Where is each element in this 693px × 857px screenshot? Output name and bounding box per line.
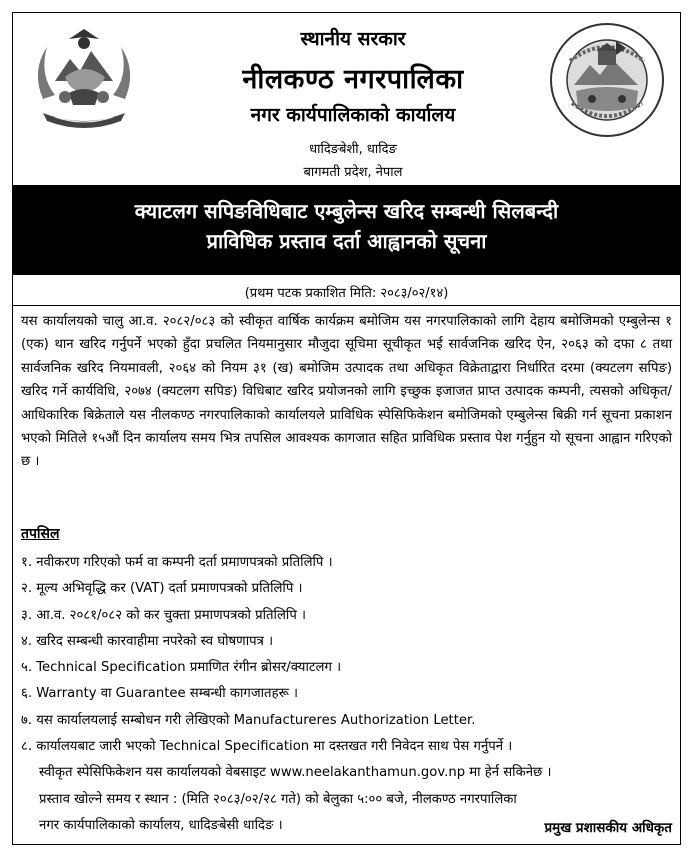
list-item: ८. कार्यालयबाट जारी भएको Technical Specification मा दस्तखत गरी निवेदन साथ पेस गर्नुपर्ने । — [21, 739, 513, 755]
list-item: ७. यस कार्यालयलाई सम्बोधन गरी लेखिएको Manufactureres Authorization Letter. — [21, 712, 476, 728]
notice-body-paragraph: यस कार्यालयको चालु आ.व. २०८२/०८३ को स्वीकृत वार्षिक कार्यक्रम बमोजिम यस नगरपालिकाको लागि देहाय बमोजिमको एम्बुलेन्स १ (एक) थान खरिद गर्नुपर्ने भएको हुँदा प्रचलित नियमानुसार मौजुदा सूचिमा सूचीकृत भई सार्वजनिक खरिद ऐन, २०६३ को दफा ८ तथा सार्वजनिक खरिद नियमावली, २०६४ को नियम ३१ (ख) बमोजिम उत्पादक तथा अधिकृत विक्रेताद्वारा निर्धारित दरमा (क्यटलग सपिङ) खरिद गर्ने कार्यविधि, २०७४ (क्यटलग सपिङ) विधिबाट खरिद प्रयोजनको लागि इच्छुक इजाजत प्राप्त उत्पादक कम्पनी, त्यसको अधिकृत/आधिकारिक बिक्रेताले यस नीलकण्ठ नगरपालिकाको कार्यालयले प्राविधिक स्पेसिफिकेशन बमोजिमको एम्बुलेन्स बिक्री गर्न सूचना प्रकाशन भएको मितिले १५औं दिन कार्यालय समय भित्र तपसिल आवश्यक कागजात सहित प्राविधिक प्रस्ताव पेश गर्नुहुन यो सूचना आह्वान गरिएको छ । — [21, 314, 672, 470]
list-item: २. मूल्य अभिवृद्धि कर (VAT) दर्ता प्रमाणपत्रको प्रतिलिपि । — [21, 581, 303, 597]
list-item: ६. Warranty वा Guarantee सम्बन्धी कागजातहरू । — [21, 686, 299, 702]
list-item: ३. आ.व. २०८१/०८२ को कर चुक्ता प्रमाणपत्रको प्रतिलिपि । — [21, 607, 307, 623]
local-government-heading: स्थानीय सरकार — [300, 28, 406, 50]
list-item: ५. Technical Specification प्रमाणित रंगीन ब्रोसर/क्याटलग । — [21, 660, 342, 676]
notice-title-line-1: क्याटलग सपिङविधिबाट एम्बुलेन्स खरिद सम्बन्धी सिलबन्दी — [134, 199, 559, 223]
list-item: ४. खरिद सम्बन्धी कारवाहीमा नपरेको स्व घोषणापत्र । — [21, 633, 274, 649]
office-name: नगर कार्यपालिकाको कार्यालय — [250, 104, 456, 126]
publication-date: (प्रथम पटक प्रकाशित मिति: २०८३/०२/१४) — [244, 286, 449, 301]
address-line-2: बागमती प्रदेश, नेपाल — [303, 165, 403, 180]
requirements-list — [21, 550, 672, 839]
neelakantha-municipality-logo-icon — [548, 21, 666, 139]
divider — [13, 305, 680, 306]
specification-website-note: स्वीकृत स्पेसिफिकेशन यस कार्यालयको वेबसाइट www.neelakanthamun.gov.np मा हेर्न सकिनेछ । — [39, 765, 552, 781]
notice-page — [12, 12, 681, 845]
nepal-coat-of-arms-icon — [25, 21, 143, 139]
municipality-name: नीलकण्ठ नगरपालिका — [242, 64, 464, 95]
signatory-title: प्रमुख प्रशासकीय अधिकृत — [544, 820, 672, 836]
address-line-1: धादिङबेशी, धादिङ — [309, 142, 397, 157]
notice-title-line-2: प्राविधिक प्रस्ताव दर्ता आह्वानको सूचना — [206, 229, 487, 253]
proposal-opening-note: प्रस्ताव खोल्ने समय र स्थान : (मिति २०८३/०२/२८ गते) को बेलुका ५:०० बजे, नीलकण्ठ नगरपालिका — [39, 791, 517, 807]
tapasil-heading: तपसिल — [21, 526, 60, 542]
notice-title-banner — [13, 185, 680, 275]
proposal-opening-location: नगर कार्यपालिकाको कार्यालय, धादिङबेसी धादिङ । — [39, 817, 283, 833]
list-item: १. नवीकरण गरिएको फर्म वा कम्पनी दर्ता प्रमाणपत्रको प्रतिलिपि । — [21, 555, 333, 570]
